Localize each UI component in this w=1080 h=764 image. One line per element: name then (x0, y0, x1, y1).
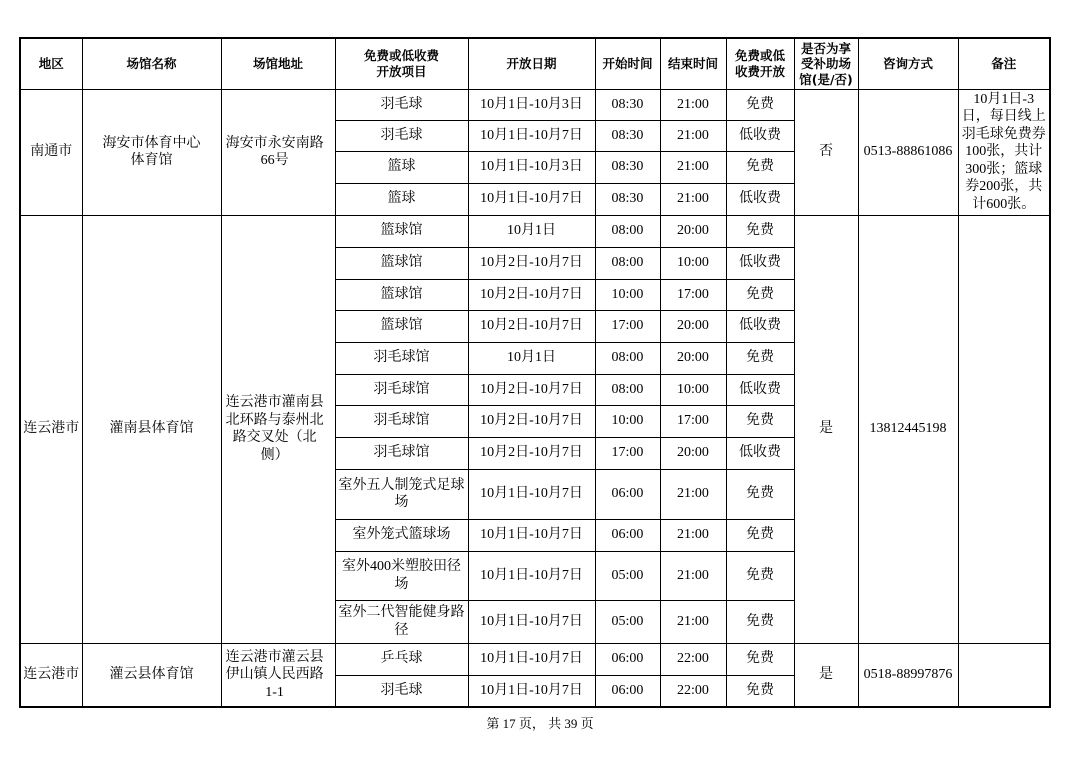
end-time-cell: 21:00 (660, 519, 726, 551)
open-item-cell: 室外笼式篮球场 (335, 519, 468, 551)
venue-address-text: 海安市永安南路66号 (225, 135, 324, 168)
start-time-cell: 08:30 (595, 151, 660, 183)
open-item-cell: 室外五人制笼式足球场 (335, 469, 468, 519)
end-time-cell: 21:00 (660, 89, 726, 120)
header-open-item-label: 免费或低收费开放项目 (363, 48, 439, 79)
contact-cell: 0513-88861086 (858, 89, 958, 215)
end-time-cell: 17:00 (660, 405, 726, 437)
region-cell: 南通市 (20, 89, 82, 215)
subsidized-cell: 是 (794, 643, 858, 707)
fee-type-cell: 低收费 (726, 120, 794, 151)
subsidized-cell: 是 (794, 215, 858, 643)
start-time-cell: 06:00 (595, 643, 660, 675)
fee-type-cell: 免费 (726, 279, 794, 310)
open-item-cell: 羽毛球馆 (335, 374, 468, 405)
fee-type-cell: 低收费 (726, 374, 794, 405)
open-item-cell: 篮球馆 (335, 215, 468, 247)
open-dates-cell: 10月1日 (468, 215, 595, 247)
open-dates-cell: 10月1日-10月7日 (468, 675, 595, 707)
open-dates-cell: 10月2日-10月7日 (468, 279, 595, 310)
region-cell: 连云港市 (20, 215, 82, 643)
venue-address-text: 连云港市灌南县北环路与泰州北路交叉处（北侧） (225, 395, 324, 463)
fee-type-cell: 低收费 (726, 310, 794, 342)
header-open-item (335, 38, 468, 89)
open-item-cell: 羽毛球馆 (335, 437, 468, 469)
fee-type-cell: 免费 (726, 342, 794, 374)
subsidized-cell: 否 (794, 89, 858, 215)
open-item-cell: 羽毛球馆 (335, 405, 468, 437)
venue-name-text: 海安市体育中心体育馆 (102, 135, 201, 168)
venue-name-cell (82, 643, 221, 707)
open-item-cell: 篮球 (335, 151, 468, 183)
header-fee-type-label: 免费或低收费开放 (734, 48, 785, 79)
end-time-cell: 22:00 (660, 675, 726, 707)
open-item-cell: 羽毛球 (335, 120, 468, 151)
venue-name-cell (82, 215, 221, 643)
open-dates-cell: 10月2日-10月7日 (468, 405, 595, 437)
start-time-cell: 08:30 (595, 120, 660, 151)
start-time-cell: 05:00 (595, 600, 660, 643)
open-item-cell: 羽毛球馆 (335, 342, 468, 374)
open-dates-cell: 10月2日-10月7日 (468, 247, 595, 279)
start-time-cell: 06:00 (595, 675, 660, 707)
open-dates-cell: 10月1日-10月7日 (468, 643, 595, 675)
open-item-cell: 篮球馆 (335, 247, 468, 279)
end-time-cell: 20:00 (660, 310, 726, 342)
remarks-cell (958, 89, 1050, 215)
open-dates-cell: 10月1日-10月3日 (468, 89, 595, 120)
table-header-row (20, 38, 1050, 89)
open-dates-cell: 10月1日-10月7日 (468, 469, 595, 519)
open-dates-cell: 10月2日-10月7日 (468, 310, 595, 342)
open-item-cell: 羽毛球 (335, 675, 468, 707)
open-item-cell: 篮球馆 (335, 310, 468, 342)
start-time-cell: 08:00 (595, 215, 660, 247)
fee-type-cell: 免费 (726, 519, 794, 551)
venue-address-cell (221, 215, 335, 643)
venue-name-text: 灌南县体育馆 (109, 421, 194, 437)
venue-name-text: 灌云县体育馆 (109, 667, 194, 682)
venue-name-cell (82, 89, 221, 215)
start-time-cell: 08:30 (595, 89, 660, 120)
fee-type-cell: 低收费 (726, 183, 794, 215)
end-time-cell: 10:00 (660, 374, 726, 405)
fee-type-cell: 免费 (726, 89, 794, 120)
end-time-cell: 20:00 (660, 437, 726, 469)
region-cell: 连云港市 (20, 643, 82, 707)
fee-type-cell: 低收费 (726, 437, 794, 469)
remarks-text: 10月1日-3日，每日线上羽毛球免费券100张，共计300张；篮球券200张，共计600张。 (961, 91, 1046, 212)
header-venue-address: 场馆地址 (221, 38, 335, 89)
end-time-cell: 10:00 (660, 247, 726, 279)
header-subsidized-label: 是否为享受补助场馆(是/否) (799, 40, 853, 87)
venue-open-schedule-table (19, 37, 1051, 708)
open-dates-cell: 10月1日-10月7日 (468, 519, 595, 551)
start-time-cell: 10:00 (595, 405, 660, 437)
header-start-time: 开始时间 (595, 38, 660, 89)
header-venue-name: 场馆名称 (82, 38, 221, 89)
open-dates-cell: 10月1日-10月7日 (468, 551, 595, 600)
header-remarks: 备注 (958, 38, 1050, 89)
fee-type-cell: 免费 (726, 469, 794, 519)
end-time-cell: 20:00 (660, 342, 726, 374)
open-dates-cell: 10月1日-10月7日 (468, 120, 595, 151)
end-time-cell: 20:00 (660, 215, 726, 247)
start-time-cell: 06:00 (595, 519, 660, 551)
end-time-cell: 22:00 (660, 643, 726, 675)
end-time-cell: 21:00 (660, 600, 726, 643)
end-time-cell: 21:00 (660, 151, 726, 183)
start-time-cell: 17:00 (595, 437, 660, 469)
open-dates-cell: 10月1日-10月7日 (468, 183, 595, 215)
header-fee-type (726, 38, 794, 89)
remarks-cell (958, 643, 1050, 707)
open-dates-cell: 10月2日-10月7日 (468, 437, 595, 469)
open-item-cell: 室外400米塑胶田径场 (335, 551, 468, 600)
fee-type-cell: 免费 (726, 405, 794, 437)
fee-type-cell: 免费 (726, 151, 794, 183)
open-dates-cell: 10月1日 (468, 342, 595, 374)
venue-address-cell (221, 643, 335, 707)
open-item-cell: 羽毛球 (335, 89, 468, 120)
venue-address-cell (221, 89, 335, 215)
end-time-cell: 17:00 (660, 279, 726, 310)
page-number: 第 17 页， 共 39 页 (486, 716, 594, 731)
start-time-cell: 08:30 (595, 183, 660, 215)
start-time-cell: 06:00 (595, 469, 660, 519)
start-time-cell: 10:00 (595, 279, 660, 310)
header-end-time: 结束时间 (660, 38, 726, 89)
fee-type-cell: 免费 (726, 551, 794, 600)
table-row (20, 643, 1050, 675)
open-dates-cell: 10月2日-10月7日 (468, 374, 595, 405)
open-item-cell: 室外二代智能健身路径 (335, 600, 468, 643)
open-item-cell: 乒乓球 (335, 643, 468, 675)
open-dates-cell: 10月1日-10月3日 (468, 151, 595, 183)
end-time-cell: 21:00 (660, 551, 726, 600)
header-subsidized (794, 38, 858, 89)
open-dates-cell: 10月1日-10月7日 (468, 600, 595, 643)
end-time-cell: 21:00 (660, 469, 726, 519)
remarks-cell (958, 215, 1050, 643)
start-time-cell: 05:00 (595, 551, 660, 600)
table-body (20, 89, 1050, 707)
open-item-cell: 篮球馆 (335, 279, 468, 310)
fee-type-cell: 免费 (726, 600, 794, 643)
header-region: 地区 (20, 38, 82, 89)
start-time-cell: 08:00 (595, 374, 660, 405)
start-time-cell: 08:00 (595, 342, 660, 374)
end-time-cell: 21:00 (660, 183, 726, 215)
contact-cell: 0518-88997876 (858, 643, 958, 707)
start-time-cell: 17:00 (595, 310, 660, 342)
fee-type-cell: 免费 (726, 215, 794, 247)
table-row (20, 215, 1050, 247)
header-open-dates: 开放日期 (468, 38, 595, 89)
open-item-cell: 篮球 (335, 183, 468, 215)
fee-type-cell: 免费 (726, 675, 794, 707)
venue-address-text: 连云港市灌云县伊山镇人民西路1-1 (225, 649, 324, 700)
start-time-cell: 08:00 (595, 247, 660, 279)
header-contact: 咨询方式 (858, 38, 958, 89)
contact-cell: 13812445198 (858, 215, 958, 643)
fee-type-cell: 低收费 (726, 247, 794, 279)
table-row (20, 89, 1050, 120)
fee-type-cell: 免费 (726, 643, 794, 675)
end-time-cell: 21:00 (660, 120, 726, 151)
